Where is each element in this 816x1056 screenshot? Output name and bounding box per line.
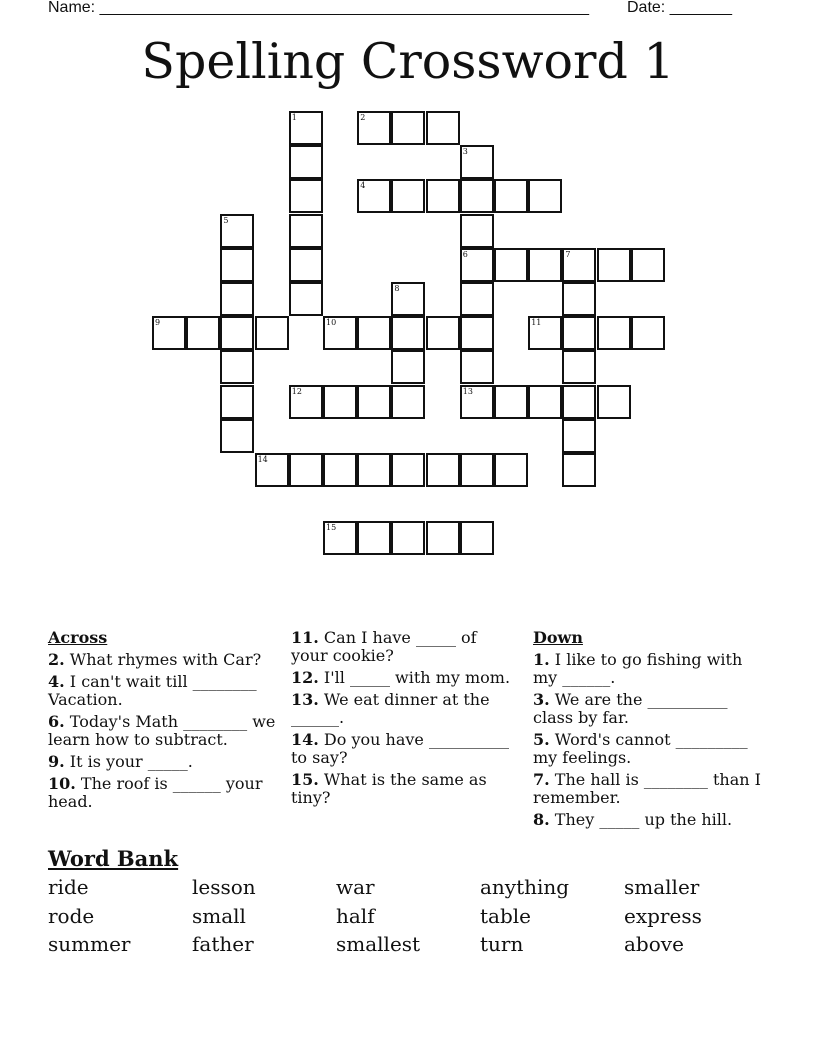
crossword-cell[interactable] bbox=[357, 316, 391, 350]
clue-number: 13 bbox=[462, 386, 473, 396]
crossword-cell[interactable] bbox=[220, 316, 254, 350]
crossword-cell[interactable] bbox=[391, 111, 425, 145]
crossword-cell[interactable] bbox=[562, 282, 596, 316]
crossword-cell[interactable] bbox=[357, 111, 391, 145]
crossword-cell[interactable] bbox=[460, 521, 494, 555]
down-clues-column bbox=[533, 629, 763, 833]
word-bank-item: father bbox=[192, 932, 254, 956]
crossword-cell[interactable] bbox=[152, 316, 186, 350]
crossword-cell[interactable] bbox=[460, 214, 494, 248]
clue-across-14: 14. Do you have __________ to say? bbox=[291, 730, 509, 767]
crossword-cell[interactable] bbox=[562, 453, 596, 487]
clue-down-3: 3. We are the __________ class by far. bbox=[533, 690, 728, 727]
crossword-cell[interactable] bbox=[289, 111, 323, 145]
clue-down-7: 7. The hall is ________ than I remember. bbox=[533, 770, 761, 807]
crossword-cell[interactable] bbox=[289, 453, 323, 487]
word-bank-item: express bbox=[624, 904, 702, 928]
crossword-cell[interactable] bbox=[289, 282, 323, 316]
crossword-cell[interactable] bbox=[597, 248, 631, 282]
crossword-cell[interactable] bbox=[460, 248, 494, 282]
word-bank-item: summer bbox=[48, 932, 131, 956]
crossword-cell[interactable] bbox=[255, 453, 289, 487]
crossword-cell[interactable] bbox=[323, 521, 357, 555]
crossword-cell[interactable] bbox=[528, 316, 562, 350]
clue-number: 10 bbox=[326, 318, 337, 328]
down-heading: Down bbox=[533, 628, 583, 647]
word-bank-item: smallest bbox=[336, 932, 421, 956]
crossword-cell[interactable] bbox=[460, 350, 494, 384]
crossword-cell[interactable] bbox=[528, 385, 562, 419]
crossword-cell[interactable] bbox=[220, 385, 254, 419]
crossword-cell[interactable] bbox=[562, 350, 596, 384]
crossword-cell[interactable] bbox=[323, 316, 357, 350]
clue-number: 3 bbox=[462, 147, 468, 157]
clue-number: 2 bbox=[360, 113, 366, 122]
crossword-cell[interactable] bbox=[494, 453, 528, 487]
clue-number: 1 bbox=[291, 113, 297, 122]
crossword-cell[interactable] bbox=[426, 316, 460, 350]
across-clues-column-2 bbox=[291, 629, 516, 811]
word-bank-item: war bbox=[336, 875, 375, 899]
page-title: Spelling Crossword 1 bbox=[141, 33, 675, 90]
crossword-cell[interactable] bbox=[289, 179, 323, 213]
crossword-cell[interactable] bbox=[391, 385, 425, 419]
crossword-cell[interactable] bbox=[220, 214, 254, 248]
word-bank-item: anything bbox=[480, 875, 570, 899]
crossword-cell[interactable] bbox=[289, 214, 323, 248]
clue-across-15: 15. What is the same as tiny? bbox=[291, 770, 487, 807]
crossword-cell[interactable] bbox=[357, 179, 391, 213]
crossword-cell[interactable] bbox=[289, 385, 323, 419]
crossword-cell[interactable] bbox=[391, 350, 425, 384]
clue-across-11: 11. Can I have _____ of your cookie? bbox=[291, 628, 477, 665]
crossword-cell[interactable] bbox=[220, 282, 254, 316]
crossword-cell[interactable] bbox=[391, 521, 425, 555]
crossword-cell[interactable] bbox=[289, 145, 323, 179]
clue-number: 5 bbox=[223, 215, 229, 225]
crossword-cell[interactable] bbox=[426, 521, 460, 555]
crossword-cell[interactable] bbox=[220, 350, 254, 384]
crossword-cell[interactable] bbox=[426, 179, 460, 213]
crossword-cell[interactable] bbox=[494, 385, 528, 419]
word-bank-item: small bbox=[192, 904, 246, 928]
clue-down-5: 5. Word's cannot _________ my feelings. bbox=[533, 730, 748, 767]
crossword-cell[interactable] bbox=[323, 453, 357, 487]
crossword-cell[interactable] bbox=[426, 111, 460, 145]
crossword-cell[interactable] bbox=[186, 316, 220, 350]
crossword-cell[interactable] bbox=[391, 453, 425, 487]
crossword-cell[interactable] bbox=[391, 282, 425, 316]
crossword-cell[interactable] bbox=[426, 453, 460, 487]
clue-across-10: 10. The roof is ______ your head. bbox=[48, 774, 263, 811]
clue-across-6: 6. Today's Math ________ we learn how to subtract. bbox=[48, 712, 276, 749]
word-bank-item: above bbox=[624, 932, 684, 956]
crossword-cell[interactable] bbox=[323, 385, 357, 419]
crossword-cell[interactable] bbox=[631, 248, 665, 282]
crossword-cell[interactable] bbox=[391, 179, 425, 213]
date-field-label: Date: _______ bbox=[627, 0, 732, 16]
word-bank-item: smaller bbox=[624, 875, 700, 899]
word-bank-item: rode bbox=[48, 904, 95, 928]
crossword-cell[interactable] bbox=[460, 179, 494, 213]
crossword-cell[interactable] bbox=[460, 316, 494, 350]
clue-across-13: 13. We eat dinner at the ______. bbox=[291, 690, 490, 727]
word-bank-item: turn bbox=[480, 932, 524, 956]
clue-number: 9 bbox=[155, 318, 161, 328]
clue-number: 14 bbox=[257, 455, 268, 464]
crossword-cell[interactable] bbox=[220, 419, 254, 453]
clue-number: 6 bbox=[462, 249, 468, 259]
clue-down-1: 1. I like to go fishing with my ______. bbox=[533, 650, 743, 687]
crossword-cell[interactable] bbox=[357, 521, 391, 555]
crossword-cell[interactable] bbox=[255, 316, 289, 350]
word-bank-item: ride bbox=[48, 875, 89, 899]
clue-down-8: 8. They _____ up the hill. bbox=[533, 810, 733, 829]
crossword-cell[interactable] bbox=[631, 316, 665, 350]
word-bank-item: lesson bbox=[192, 875, 256, 899]
word-bank-heading: Word Bank bbox=[48, 846, 179, 871]
crossword-cell[interactable] bbox=[391, 316, 425, 350]
crossword-cell[interactable] bbox=[562, 316, 596, 350]
clue-number: 12 bbox=[291, 386, 302, 396]
crossword-cell[interactable] bbox=[460, 282, 494, 316]
clue-across-9: 9. It is your _____. bbox=[48, 752, 193, 771]
name-field-label: Name: _______________________________________________________ bbox=[48, 0, 589, 16]
crossword-cell[interactable] bbox=[494, 179, 528, 213]
crossword-cell[interactable] bbox=[357, 453, 391, 487]
crossword-cell[interactable] bbox=[597, 385, 631, 419]
crossword-cell[interactable] bbox=[460, 453, 494, 487]
crossword-cell[interactable] bbox=[357, 385, 391, 419]
clue-number: 8 bbox=[394, 284, 400, 293]
clue-across-4: 4. I can't wait till ________ Vacation. bbox=[48, 672, 257, 709]
crossword-cell[interactable] bbox=[528, 179, 562, 213]
across-heading: Across bbox=[48, 628, 108, 647]
crossword-cell[interactable] bbox=[220, 248, 254, 282]
crossword-cell[interactable] bbox=[562, 419, 596, 453]
crossword-cell[interactable] bbox=[289, 248, 323, 282]
word-bank-item: table bbox=[480, 904, 531, 928]
crossword-cell[interactable] bbox=[460, 145, 494, 179]
crossword-cell[interactable] bbox=[494, 248, 528, 282]
crossword-cell[interactable] bbox=[597, 316, 631, 350]
clue-number: 15 bbox=[326, 523, 337, 533]
clue-across-2: 2. What rhymes with Car? bbox=[48, 650, 262, 669]
crossword-cell[interactable] bbox=[562, 248, 596, 282]
clue-across-12: 12. I'll _____ with my mom. bbox=[291, 668, 511, 687]
crossword-cell[interactable] bbox=[460, 385, 494, 419]
across-clues-column-1 bbox=[48, 629, 278, 815]
crossword-cell[interactable] bbox=[562, 385, 596, 419]
crossword-cell[interactable] bbox=[528, 248, 562, 282]
clue-number: 11 bbox=[531, 318, 542, 328]
word-bank-item: half bbox=[336, 904, 375, 928]
clue-number: 7 bbox=[565, 249, 571, 259]
clue-number: 4 bbox=[360, 181, 366, 191]
